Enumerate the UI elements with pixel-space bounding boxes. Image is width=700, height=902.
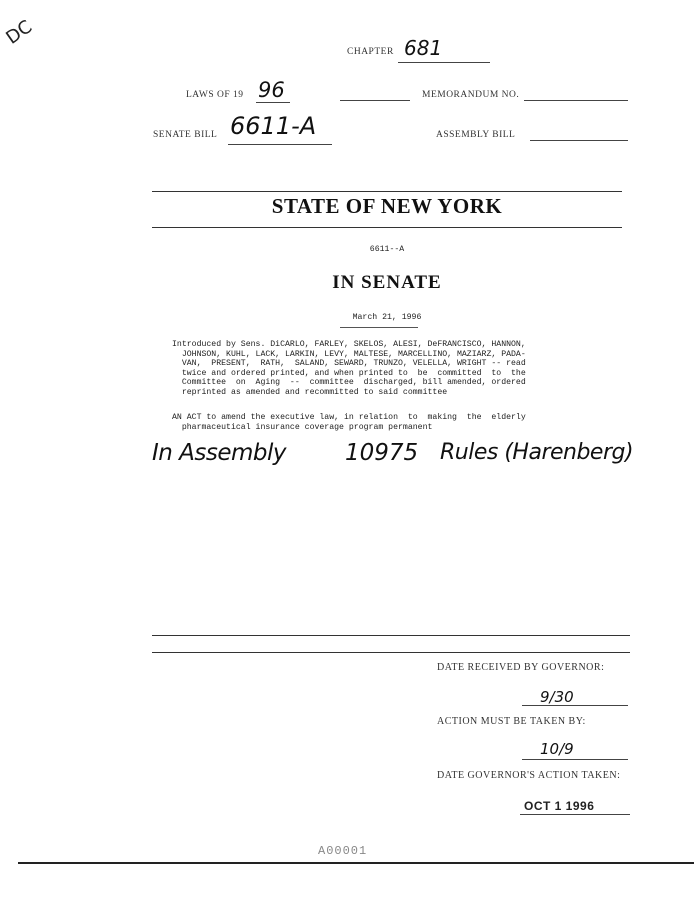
lower-rule-top — [152, 635, 630, 636]
introduction-date: March 21, 1996 — [352, 313, 422, 322]
chapter-label: CHAPTER — [347, 47, 394, 57]
title-top-rule — [152, 191, 622, 192]
house-heading: IN SENATE — [332, 272, 442, 293]
act-line: AN ACT to amend the executive law, in relation to making the elderly — [172, 413, 526, 422]
senate-bill-underline — [228, 144, 332, 145]
introduction-paragraph — [172, 340, 526, 398]
memorandum-label: MEMORANDUM NO. — [422, 90, 520, 100]
chapter-underline — [398, 62, 490, 63]
handwritten-assembly-number: 10975 — [345, 440, 419, 466]
act-line: pharmaceutical insurance coverage program permanent — [172, 422, 433, 432]
intro-line: Introduced by Sens. DiCARLO, FARLEY, SKELOS, ALESI, DeFRANCISCO, HANNON, — [172, 340, 526, 349]
action-taken-stamp: OCT 1 1996 — [524, 799, 595, 813]
assembly-bill-underline — [530, 140, 628, 141]
intro-line: Committee on Aging -- committee discharged, bill amended, ordered — [172, 378, 526, 388]
date-received-value: 9/30 — [540, 688, 574, 706]
intro-line: VAN, PRESENT, RATH, SALAND, SEWARD, TRUNZO, VELELLA, WRIGHT -- read — [172, 359, 526, 369]
laws-underline — [256, 102, 290, 103]
senate-bill-number: 6611-A — [230, 112, 317, 140]
action-by-underline — [522, 759, 628, 760]
intro-line: reprinted as amended and recommitted to said committee — [172, 387, 448, 397]
corner-initials: DC — [2, 16, 37, 49]
action-by-label: ACTION MUST BE TAKEN BY: — [437, 716, 586, 727]
intro-line: twice and ordered printed, and when printed to be committed to the — [172, 368, 526, 378]
date-received-label: DATE RECEIVED BY GOVERNOR: — [437, 662, 605, 673]
action-taken-underline — [520, 814, 630, 815]
laws-year: 96 — [258, 78, 285, 102]
date-received-underline — [522, 705, 628, 706]
memorandum-underline — [524, 100, 628, 101]
laws-label: LAWS OF 19 — [186, 90, 244, 100]
act-paragraph — [172, 413, 526, 432]
bill-number: 6611--A — [369, 245, 405, 254]
handwritten-assembly-sponsor: Rules (Harenberg) — [440, 440, 634, 465]
scan-bottom-edge — [18, 862, 694, 864]
lower-rule-bottom — [152, 652, 630, 653]
date-rule — [340, 327, 418, 328]
title-bottom-rule — [152, 227, 622, 228]
assembly-bill-label: ASSEMBLY BILL — [436, 130, 516, 140]
intro-line: JOHNSON, KUHL, LACK, LARKIN, LEVY, MALTESE, MARCELLINO, MAZIARZ, PADA- — [172, 349, 526, 359]
senate-bill-label: SENATE BILL — [153, 130, 218, 140]
handwritten-in-assembly: In Assembly — [152, 440, 287, 466]
action-by-value: 10/9 — [540, 740, 574, 758]
document-title: STATE OF NEW YORK — [271, 194, 503, 218]
footer-stamp: A00001 — [318, 844, 368, 858]
action-taken-label: DATE GOVERNOR'S ACTION TAKEN: — [437, 770, 621, 781]
blank-underline — [340, 100, 410, 101]
chapter-number: 681 — [404, 36, 443, 60]
